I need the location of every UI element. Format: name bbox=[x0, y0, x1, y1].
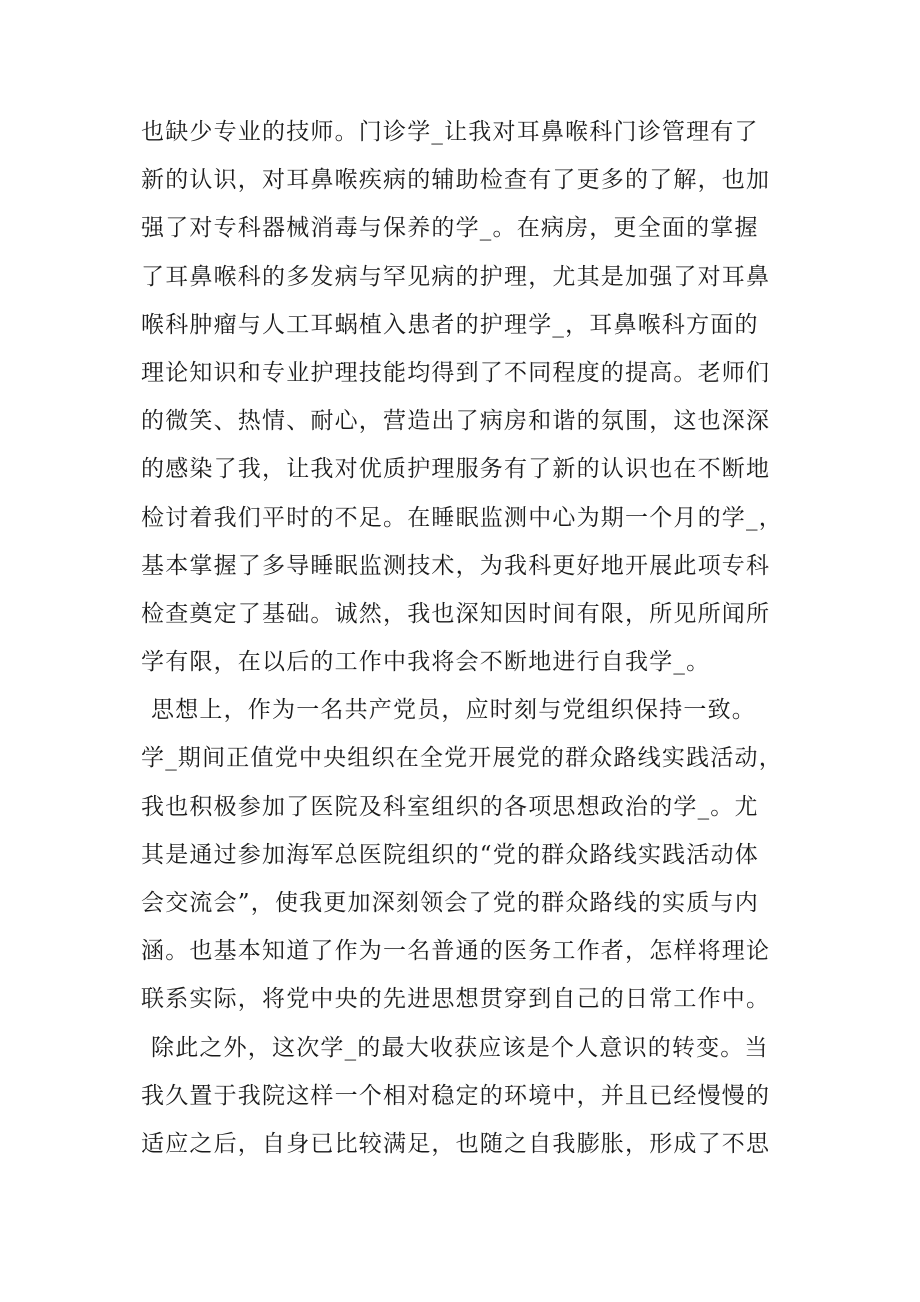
text-line: 喉科肿瘤与人工耳蜗植入患者的护理学_，耳鼻喉科方面的 bbox=[141, 311, 759, 338]
text-line: 联系实际，将党中央的先进思想贯穿到自己的日常工作中。 bbox=[141, 986, 771, 1013]
text-line: 学_期间正值党中央组织在全党开展党的群众路线实践活动， bbox=[141, 745, 783, 772]
text-line: 我久置于我院这样一个相对稳定的环境中，并且已经慢慢的 bbox=[141, 1082, 771, 1109]
text-line: 涵。也基本知道了作为一名普通的医务工作者，怎样将理论 bbox=[141, 938, 771, 965]
text-line: 会交流会”，使我更加深刻领会了党的群众路线的实质与内 bbox=[141, 890, 759, 916]
text-line: 我也积极参加了医院及科室组织的各项思想政治的学_。尤 bbox=[141, 793, 759, 820]
text-line: 了耳鼻喉科的多发病与罕见病的护理，尤其是加强了对耳鼻 bbox=[141, 263, 771, 290]
text-line: 学有限，在以后的工作中我将会不断地进行自我学_。 bbox=[141, 649, 711, 676]
text-line: 基本掌握了多导睡眠监测技术，为我科更好地开展此项专科 bbox=[141, 552, 771, 579]
text-line: 强了对专科器械消毒与保养的学_。在病房，更全面的掌握 bbox=[141, 215, 759, 242]
text-line: 检讨着我们平时的不足。在睡眠监测中心为期一个月的学_， bbox=[141, 504, 783, 531]
text-line: 也缺少专业的技师。门诊学_让我对耳鼻喉科门诊管理有了 bbox=[141, 119, 759, 145]
body-text bbox=[141, 108, 801, 1168]
text-line: 适应之后，自身已比较满足，也随之自我膨胀，形成了不思 bbox=[141, 1130, 771, 1157]
text-line: 思想上，作为一名共产党员，应时刻与党组织保持一致。 bbox=[151, 697, 756, 724]
text-line: 除此之外，这次学_的最大收获应该是个人意识的转变。当 bbox=[151, 1034, 769, 1061]
text-line: 新的认识，对耳鼻喉疾病的辅助检查有了更多的了解，也加 bbox=[141, 167, 771, 194]
text-line: 的微笑、热情、耐心，营造出了病房和谐的氛围，这也深深 bbox=[141, 408, 771, 435]
text-line: 检查奠定了基础。诚然，我也深知因时间有限，所见所闻所 bbox=[141, 600, 771, 627]
text-line: 的感染了我，让我对优质护理服务有了新的认识也在不断地 bbox=[141, 456, 771, 483]
text-line: 理论知识和专业护理技能均得到了不同程度的提高。老师们 bbox=[141, 359, 771, 386]
text-line: 其是通过参加海军总医院组织的“党的群众路线实践活动体 bbox=[141, 841, 759, 868]
